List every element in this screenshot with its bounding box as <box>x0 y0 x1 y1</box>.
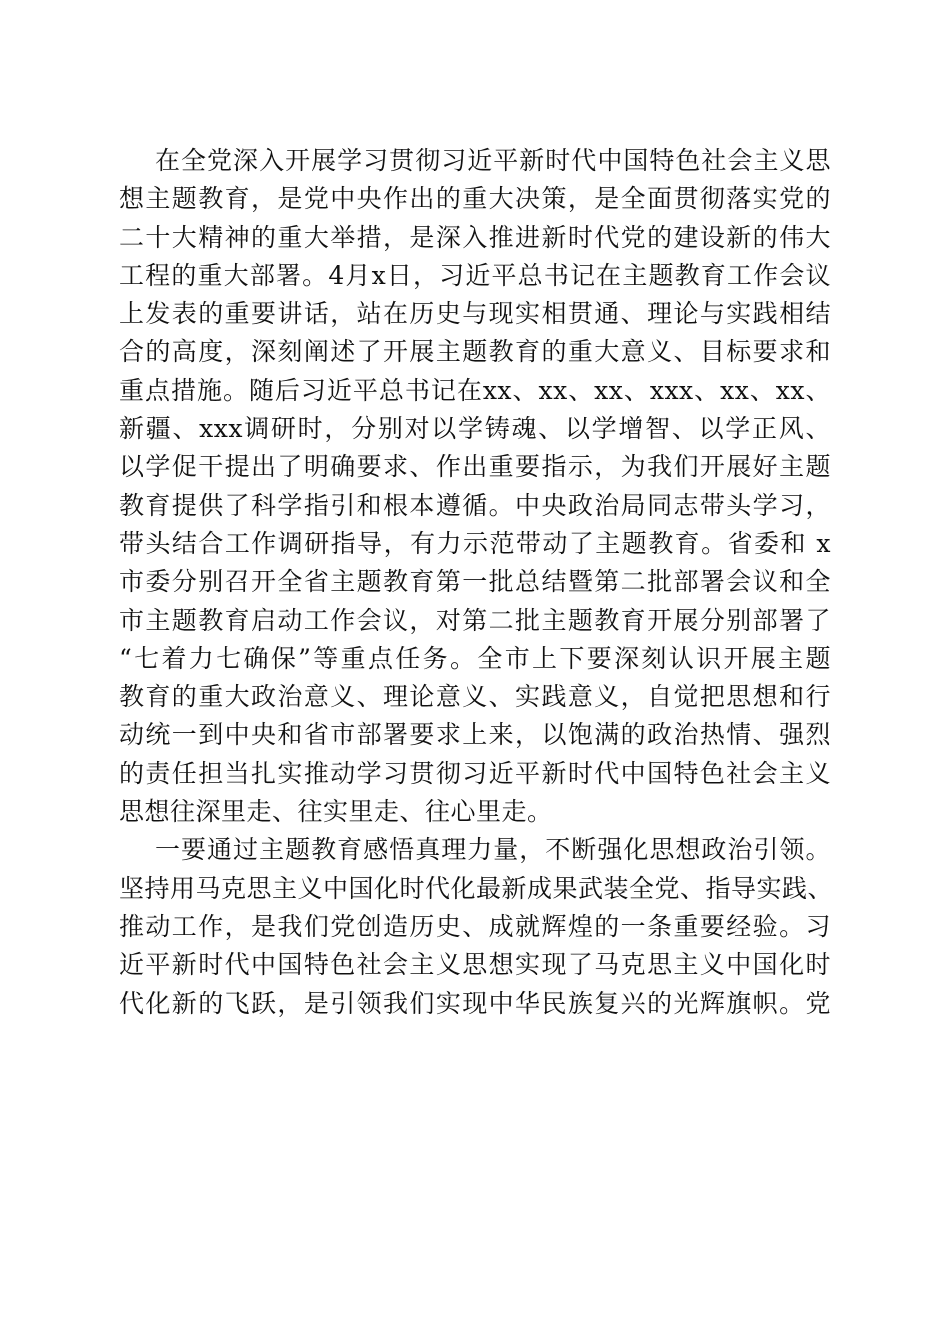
text-line: 思想往深里走、往实里走、往心里走。 <box>119 797 553 827</box>
text-line: 动统一到中央和省市部署要求上来，以饱满的政治热情、强烈 <box>119 720 831 750</box>
text-line: 上发表的重要讲话，站在历史与现实相贯通、理论与实践相结 <box>119 299 831 329</box>
text-line: 推动工作，是我们党创造历史、成就辉煌的一条重要经验。习 <box>119 911 831 941</box>
text-line: 市主题教育启动工作会议，对第二批主题教育开展分别部署了 <box>119 605 831 635</box>
text-line: 二十大精神的重大举措，是深入推进新时代党的建设新的伟大 <box>119 222 831 252</box>
text-line: 近平新时代中国特色社会主义思想实现了马克思主义中国化时 <box>119 950 831 980</box>
text-line: 教育提供了科学指引和根本遵循。中央政治局同志带头学习， <box>119 490 831 520</box>
text-line: “七着力七确保”等重点任务。全市上下要深刻认识开展主题 <box>119 643 831 673</box>
paragraph-1 <box>119 142 831 831</box>
text-line: 代化新的飞跃，是引领我们实现中华民族复兴的光辉旗帜。党 <box>119 988 831 1018</box>
text-line: 新疆、xxx调研时，分别对以学铸魂、以学增智、以学正风、 <box>119 414 831 444</box>
text-line: 的责任担当扎实推动学习贯彻习近平新时代中国特色社会主义 <box>119 758 831 788</box>
text-line: 以学促干提出了明确要求、作出重要指示，为我们开展好主题 <box>119 452 831 482</box>
text-line: 教育的重大政治意义、理论意义、实践意义，自觉把思想和行 <box>119 682 831 712</box>
text-line: 重点措施。随后习近平总书记在xx、xx、xx、xxx、xx、xx、 <box>119 375 831 405</box>
text-line: 一要通过主题教育感悟真理力量，不断强化思想政治引领。 <box>155 835 831 865</box>
document-body <box>119 142 834 1023</box>
text-line: 带头结合工作调研指导，有力示范带动了主题教育。省委和 x <box>119 528 831 558</box>
text-line: 合的高度，深刻阐述了开展主题教育的重大意义、目标要求和 <box>119 337 831 367</box>
text-line: 坚持用马克思主义中国化时代化最新成果武装全党、指导实践、 <box>119 873 834 903</box>
text-line: 市委分别召开全省主题教育第一批总结暨第二批部署会议和全 <box>119 567 831 597</box>
text-line: 在全党深入开展学习贯彻习近平新时代中国特色社会主义思 <box>155 146 831 175</box>
paragraph-2 <box>119 831 834 1022</box>
text-line: 工程的重大部署。4月x日，习近平总书记在主题教育工作会议 <box>119 260 831 290</box>
text-line: 想主题教育，是党中央作出的重大决策，是全面贯彻落实党的 <box>119 184 831 214</box>
